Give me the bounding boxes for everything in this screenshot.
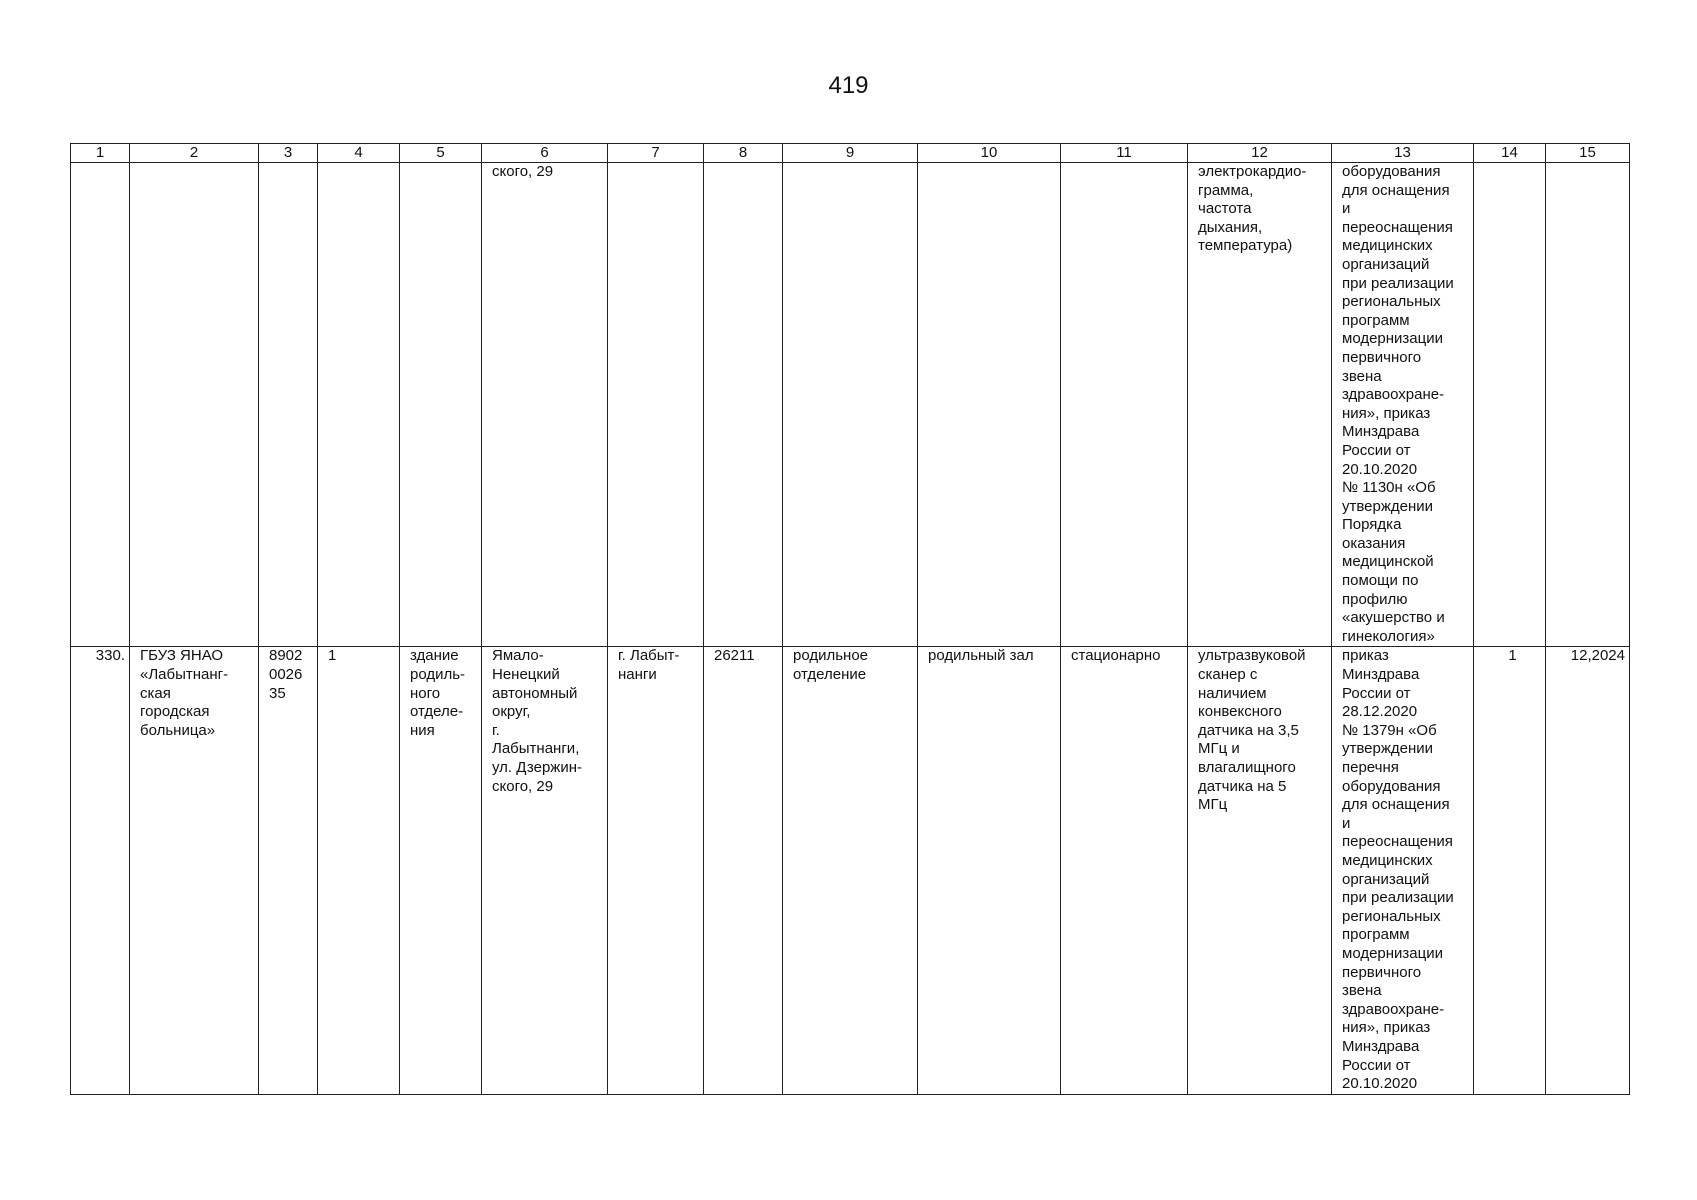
cell-inn: 8902 0026 35	[259, 647, 318, 1094]
cell-inn	[259, 163, 318, 647]
cell-equipment: ультразвуковой сканер с наличием конвексного датчика на 3,5 МГц и влагалищного датчика на 5 МГц	[1188, 647, 1332, 1094]
cell-building: здание родиль- ного отделе- ния	[400, 647, 482, 1094]
column-number: 8	[704, 144, 783, 163]
cell-code: 26211	[704, 647, 783, 1094]
cell-col4	[318, 163, 400, 647]
column-number-header-row	[71, 144, 1630, 163]
cell-equipment: электрокардио- грамма, частота дыхания, температура)	[1188, 163, 1332, 647]
column-number: 3	[259, 144, 318, 163]
column-number: 15	[1546, 144, 1630, 163]
cell-locality: г. Лабыт- нанги	[608, 647, 704, 1094]
column-number: 7	[608, 144, 704, 163]
cell-room: родильный зал	[918, 647, 1061, 1094]
cell-code	[704, 163, 783, 647]
cell-organization: ГБУЗ ЯНАО «Лабытнанг- ская городская больница»	[130, 647, 259, 1094]
cell-building	[400, 163, 482, 647]
cell-deadline: 12,2024	[1546, 647, 1630, 1094]
cell-quantity	[1474, 163, 1546, 647]
cell-address: Ямало- Ненецкий автономный округ, г. Лабытнанги, ул. Дзержин- ского, 29	[482, 647, 608, 1094]
cell-col4: 1	[318, 647, 400, 1094]
cell-legal-basis: оборудования для оснащения и переоснащения медицинских организаций при реализации региональных программ модернизации первичного звена здравоохране- ния», приказ Минздрава России от 20.10.2020 № 1130н «Об утверждении Порядка оказания медицинской помощи по профилю «акушерство и гинекология»	[1332, 163, 1474, 647]
cell-deadline	[1546, 163, 1630, 647]
column-number: 2	[130, 144, 259, 163]
column-number: 11	[1061, 144, 1188, 163]
cell-department: родильное отделение	[783, 647, 918, 1094]
column-number: 1	[71, 144, 130, 163]
cell-organization	[130, 163, 259, 647]
cell-row-number: 330.	[71, 647, 130, 1094]
cell-locality	[608, 163, 704, 647]
column-number: 12	[1188, 144, 1332, 163]
cell-care-condition: стационарно	[1061, 647, 1188, 1094]
column-number: 14	[1474, 144, 1546, 163]
cell-room	[918, 163, 1061, 647]
table-row-continuation	[71, 163, 1630, 647]
cell-address: ского, 29	[482, 163, 608, 647]
column-number: 5	[400, 144, 482, 163]
equipment-table	[70, 143, 1630, 1095]
cell-quantity: 1	[1474, 647, 1546, 1094]
cell-legal-basis: приказ Минздрава России от 28.12.2020 № 1379н «Об утверждении перечня оборудования для оснащения и переоснащения медицинских организаций при реализации региональных программ модернизации первичного звена здравоохране- ния», приказ Минздрава России от 20.10.2020	[1332, 647, 1474, 1094]
cell-care-condition	[1061, 163, 1188, 647]
cell-row-number	[71, 163, 130, 647]
column-number: 9	[783, 144, 918, 163]
page-number: 419	[828, 72, 869, 99]
column-number: 6	[482, 144, 608, 163]
column-number: 10	[918, 144, 1061, 163]
cell-department	[783, 163, 918, 647]
table-row-330	[71, 647, 1630, 1094]
column-number: 4	[318, 144, 400, 163]
column-number: 13	[1332, 144, 1474, 163]
